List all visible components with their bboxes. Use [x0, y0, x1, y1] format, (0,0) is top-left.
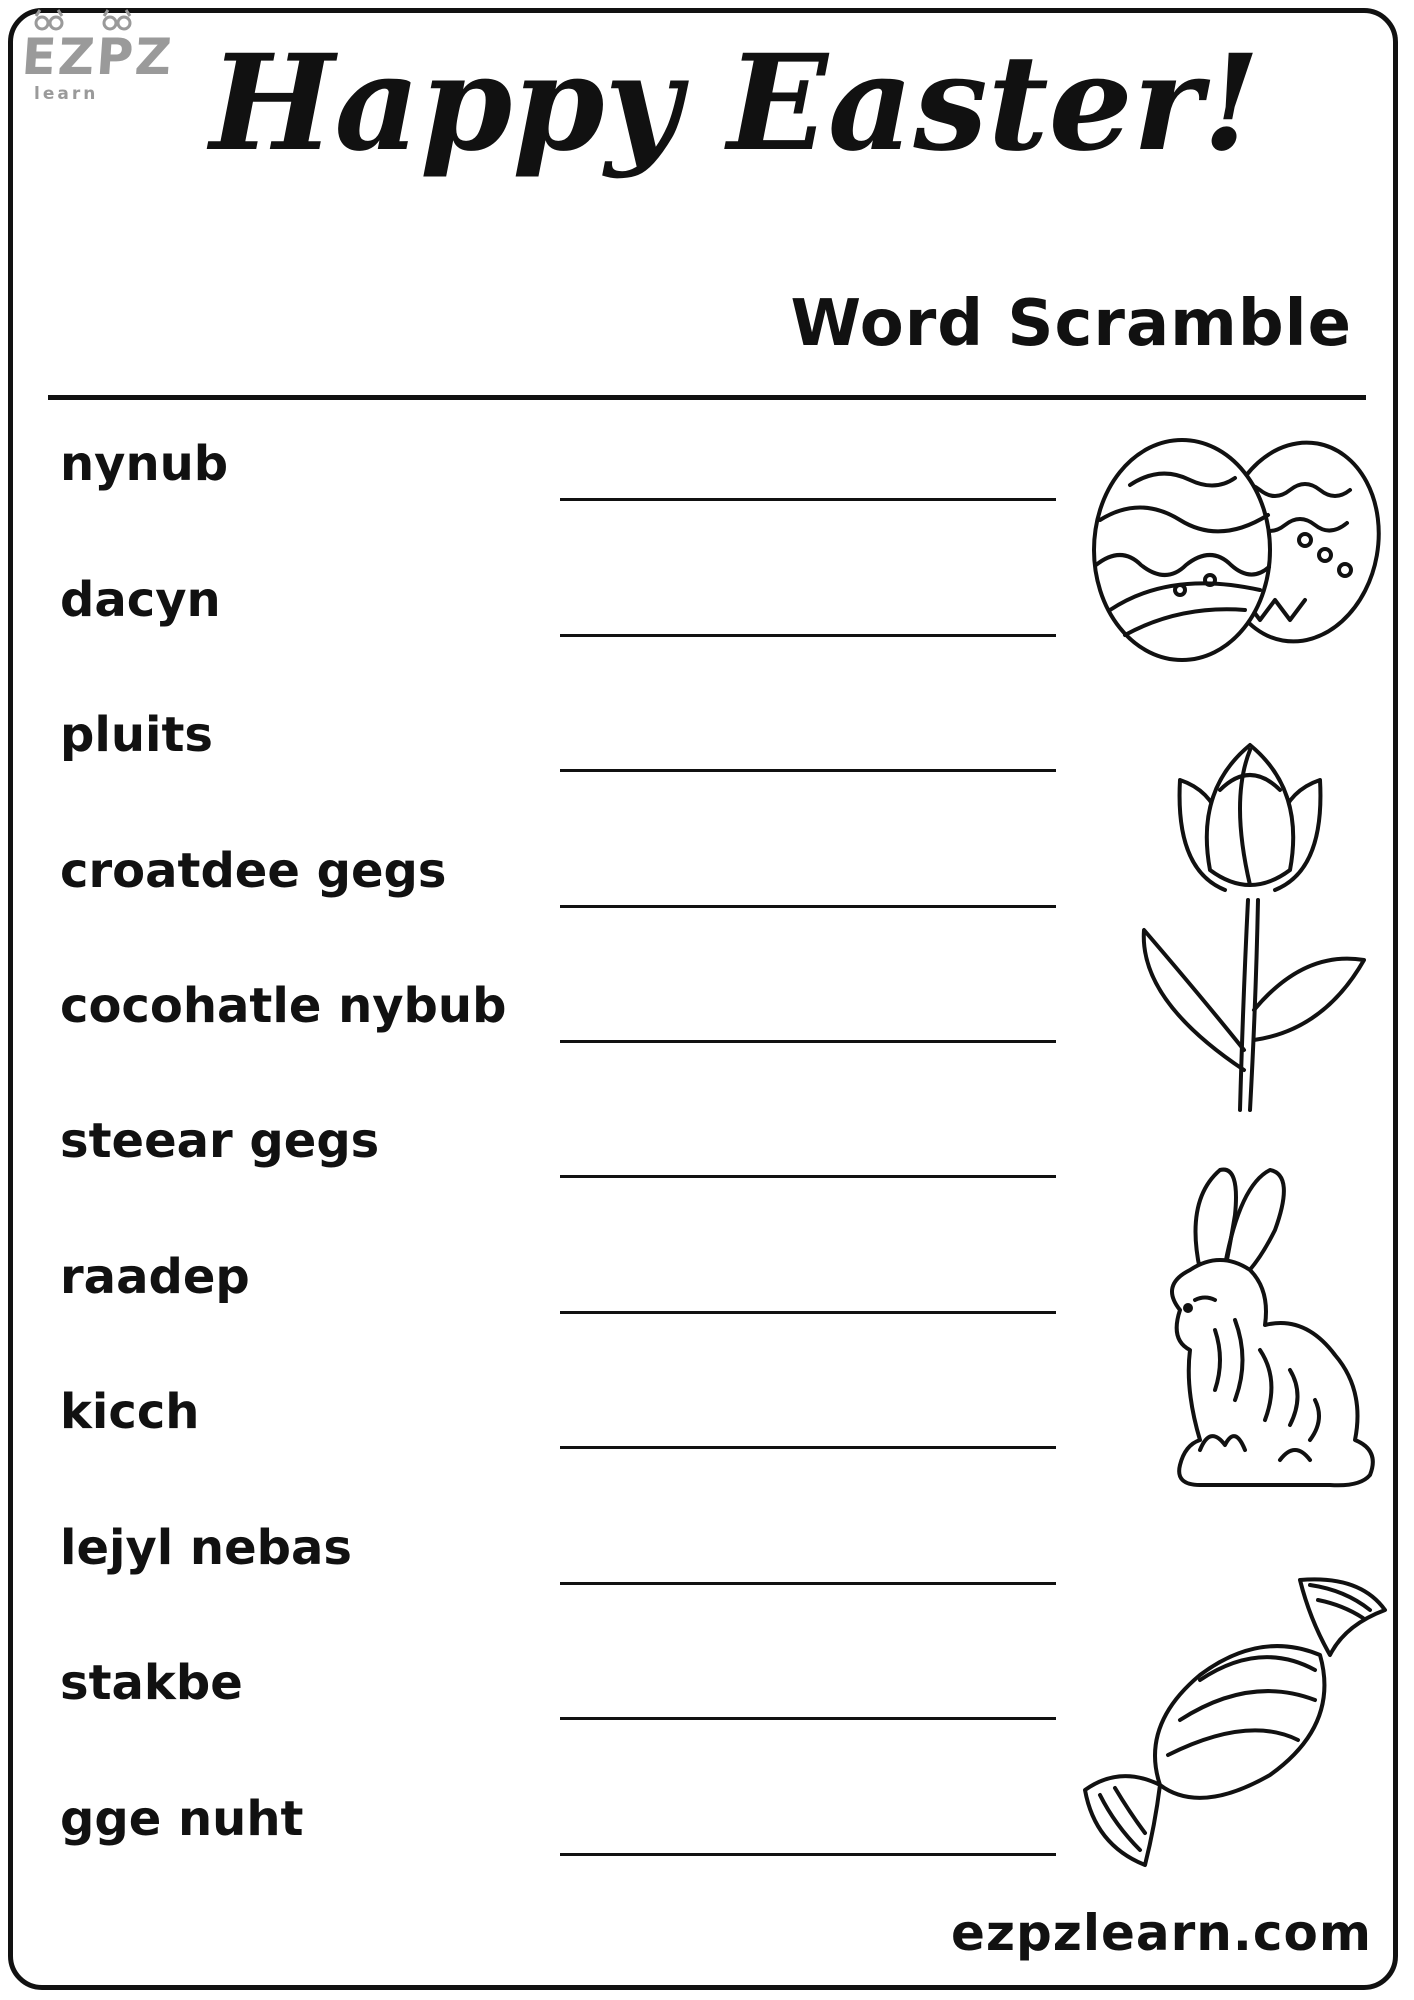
list-item — [60, 1520, 1060, 1600]
answer-line[interactable] — [560, 1853, 1056, 1856]
footer-website: ezpzlearn.com — [950, 1904, 1372, 1962]
easter-eggs-icon — [1070, 430, 1390, 670]
answer-line[interactable] — [560, 1311, 1056, 1314]
scrambled-word: raadep — [60, 1249, 250, 1305]
scrambled-word: steear gegs — [60, 1113, 380, 1169]
page-subtitle: Word Scramble — [790, 287, 1352, 361]
list-item — [60, 436, 1060, 516]
list-item — [60, 1113, 1060, 1193]
header-divider — [48, 395, 1366, 400]
answer-line[interactable] — [560, 1446, 1056, 1449]
scrambled-word: nynub — [60, 436, 229, 492]
scrambled-word: croatdee gegs — [60, 843, 447, 899]
answer-line[interactable] — [560, 905, 1056, 908]
logo-wordmark: EZPZ — [19, 28, 176, 86]
scrambled-word: kicch — [60, 1384, 200, 1440]
list-item — [60, 978, 1060, 1058]
answer-line[interactable] — [560, 1040, 1056, 1043]
answer-line[interactable] — [560, 1717, 1056, 1720]
list-item — [60, 1655, 1060, 1735]
list-item — [60, 1384, 1060, 1464]
page-title: Happy Easter! — [209, 26, 1261, 181]
answer-line[interactable] — [560, 634, 1056, 637]
logo-subtext: learn — [34, 84, 99, 104]
ezpz-logo — [18, 6, 176, 106]
answer-line[interactable] — [560, 1582, 1056, 1585]
list-item — [60, 707, 1060, 787]
wrapped-candy-icon — [1080, 1570, 1390, 1870]
list-item — [60, 572, 1060, 652]
scrambled-word: lejyl nebas — [60, 1520, 352, 1576]
chocolate-bunny-icon — [1140, 1160, 1380, 1500]
scrambled-word: cocohatle nybub — [60, 978, 507, 1034]
list-item — [60, 1249, 1060, 1329]
list-item — [60, 1791, 1060, 1871]
answer-line[interactable] — [560, 1175, 1056, 1178]
tulip-icon — [1130, 720, 1370, 1120]
scrambled-word: gge nuht — [60, 1791, 304, 1847]
answer-line[interactable] — [560, 498, 1056, 501]
scrambled-word: pluits — [60, 707, 213, 763]
list-item — [60, 843, 1060, 923]
scrambled-word: stakbe — [60, 1655, 243, 1711]
answer-line[interactable] — [560, 769, 1056, 772]
scrambled-word: dacyn — [60, 572, 221, 628]
